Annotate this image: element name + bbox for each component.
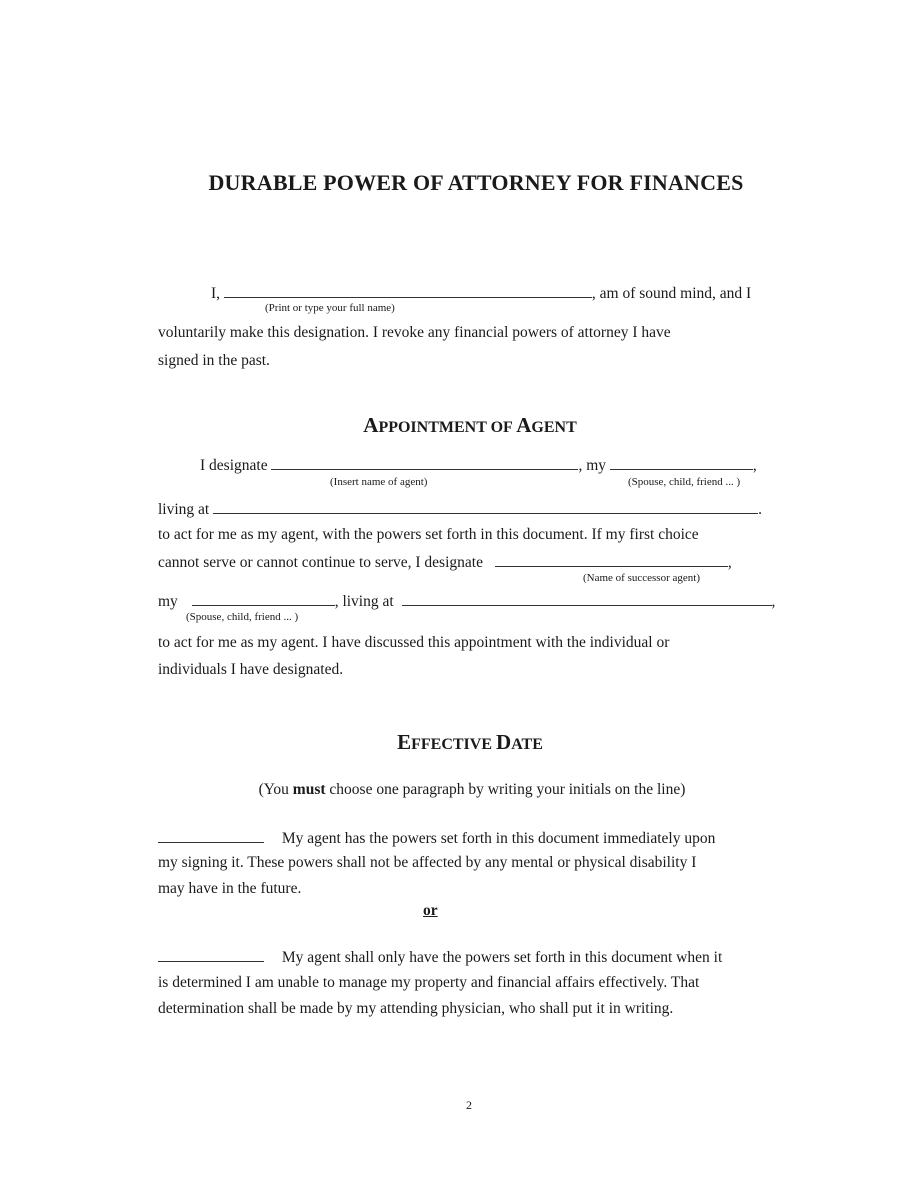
option1-line-1	[158, 829, 715, 847]
option1-line-3: may have in the future.	[158, 880, 302, 897]
agent-relation-blank[interactable]	[610, 456, 753, 470]
effective-date-heading: EFFECTIVE DATE	[397, 730, 543, 754]
intro-line-2: voluntarily make this designation. I revoke any financial powers of attorney I have	[158, 324, 671, 341]
successor-relation-caption: (Spouse, child, friend ... )	[186, 611, 299, 623]
designate-line	[200, 456, 757, 474]
effective-instruction: (You must choose one paragraph by writing your initials on the line)	[258, 781, 686, 798]
page-number: 2	[466, 1098, 472, 1112]
living-at-line	[158, 500, 762, 518]
discussed-line: to act for me as my agent. I have discussed this appointment with the individual or	[158, 634, 670, 651]
designate-label: I designate	[200, 457, 268, 474]
appointment-heading: APPOINTMENT OF AGENT	[363, 413, 577, 437]
option1-line-2: my signing it. These powers shall not be affected by any mental or physical disability I	[158, 854, 697, 871]
intro-line-3: signed in the past.	[158, 352, 270, 369]
agent-name-blank[interactable]	[271, 456, 578, 470]
agent-address-blank[interactable]	[213, 500, 758, 514]
intro-line-1	[211, 284, 751, 302]
agent-name-caption: (Insert name of agent)	[330, 476, 428, 488]
option2-line-1	[158, 948, 722, 966]
option2-initials-blank[interactable]	[158, 948, 264, 962]
successor-name-caption: (Name of successor agent)	[583, 572, 700, 584]
comma: ,	[752, 457, 757, 474]
intro-lead: I,	[211, 285, 221, 302]
successor-address-blank[interactable]	[402, 592, 772, 606]
designated-line: individuals I have designated.	[158, 661, 344, 678]
document-title: DURABLE POWER OF ATTORNEY FOR FINANCES	[208, 170, 744, 195]
option2-line-3: determination shall be made by my attending physician, who shall put it in writing.	[158, 1000, 674, 1017]
or-separator: or	[423, 902, 438, 919]
successor-relation-line	[158, 592, 775, 610]
successor-line	[158, 553, 732, 571]
option1-text-1: My agent has the powers set forth in this document immediately upon	[281, 830, 716, 847]
successor-relation-blank[interactable]	[192, 592, 335, 606]
agent-powers-line: to act for me as my agent, with the powers set forth in this document. If my first choice	[158, 526, 699, 543]
must-emphasis: must	[292, 781, 326, 798]
comma: ,	[771, 593, 776, 610]
my-label: , my	[578, 457, 607, 474]
my-lead: my	[158, 593, 178, 610]
option2-text-1: My agent shall only have the powers set forth in this document when it	[281, 949, 723, 966]
option1-initials-blank[interactable]	[158, 829, 264, 843]
comma: ,	[727, 554, 732, 571]
agent-relation-caption: (Spouse, child, friend ... )	[628, 476, 741, 488]
period: .	[758, 501, 762, 518]
living-at2-label: , living at	[334, 593, 394, 610]
successor-name-blank[interactable]	[495, 553, 728, 567]
successor-lead: cannot serve or cannot continue to serve, I designate	[158, 554, 483, 571]
intro-after-blank: , am of sound mind, and I	[591, 285, 752, 302]
full-name-caption: (Print or type your full name)	[265, 302, 395, 314]
full-name-blank[interactable]	[224, 284, 592, 298]
living-at-label: living at	[158, 501, 210, 518]
option2-line-2: is determined I am unable to manage my property and financial affairs effectively. That	[158, 974, 700, 991]
